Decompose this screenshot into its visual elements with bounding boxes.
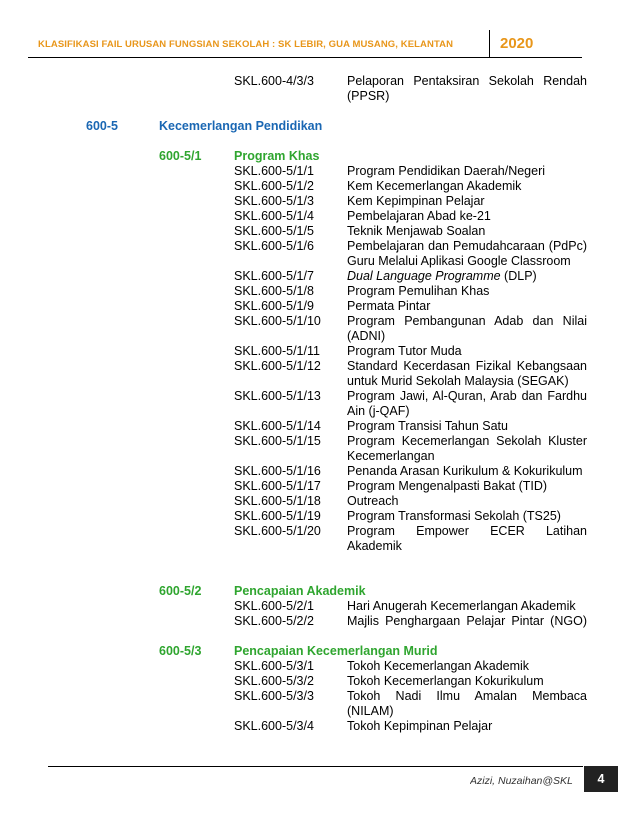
- footer-rule: [48, 766, 583, 767]
- section-heading: [0, 119, 638, 134]
- list-item: [0, 359, 638, 389]
- item-desc-rest: (DLP): [500, 269, 537, 283]
- subsection-number: 600-5/1: [159, 149, 202, 163]
- item-code: SKL.600-5/2/2: [234, 614, 314, 628]
- item-desc: Program Pembangunan Adab dan Nilai (ADNI): [347, 314, 587, 343]
- item-desc: Tokoh Kecemerlangan Kokurikulum: [347, 674, 544, 688]
- list-item: [0, 524, 638, 554]
- item-code: SKL.600-5/1/11: [234, 344, 320, 358]
- section-title: Kecemerlangan Pendidikan: [159, 119, 323, 133]
- item-code: SKL.600-5/1/10: [234, 314, 321, 328]
- item-desc: Teknik Menjawab Soalan: [347, 224, 486, 238]
- item-code: SKL.600-5/1/18: [234, 494, 321, 508]
- item-code: SKL.600-4/3/3: [234, 74, 314, 88]
- item-desc: Program Tutor Muda: [347, 344, 462, 358]
- list-item: [0, 194, 638, 209]
- item-desc: Hari Anugerah Kecemerlangan Akademik: [347, 599, 576, 613]
- item-desc-italic: Dual Language Programme: [347, 269, 501, 283]
- list-item: [0, 179, 638, 194]
- subsection-number: 600-5/2: [159, 584, 202, 598]
- item-code: SKL.600-5/3/3: [234, 689, 314, 703]
- item-desc: Permata Pintar: [347, 299, 431, 313]
- subsection-title: Pencapaian Kecemerlangan Murid: [234, 644, 438, 658]
- list-item: [0, 689, 638, 719]
- classification-list: [0, 74, 638, 734]
- item-desc: Program Transisi Tahun Satu: [347, 419, 508, 433]
- item-desc: Tokoh Kepimpinan Pelajar: [347, 719, 493, 733]
- item-code: SKL.600-5/1/13: [234, 389, 321, 403]
- item-code: SKL.600-5/1/20: [234, 524, 321, 538]
- item-desc: Program Empower ECER Latihan Akademik: [347, 524, 587, 553]
- list-item: [0, 719, 638, 734]
- item-desc: Pembelajaran dan Pemudahcaraan (PdPc) Guru Melalui Aplikasi Google Classroom: [347, 239, 587, 268]
- item-desc: Program Mengenalpasti Bakat (TID): [347, 479, 548, 493]
- list-item: [0, 74, 638, 104]
- list-item: [0, 344, 638, 359]
- list-item: [0, 494, 638, 509]
- item-code: SKL.600-5/1/5: [234, 224, 314, 238]
- item-desc: Kem Kepimpinan Pelajar: [347, 194, 485, 208]
- subsection-heading: [0, 149, 638, 164]
- item-code: SKL.600-5/1/1: [234, 164, 314, 178]
- header-title: KLASIFIKASI FAIL URUSAN FUNGSIAN SEKOLAH : SK LEBIR, GUA MUSANG, KELANTAN: [38, 39, 454, 50]
- item-code: SKL.600-5/1/3: [234, 194, 314, 208]
- header-divider: [489, 30, 490, 57]
- footer-author: Azizi, Nuzaihan@SKL: [470, 775, 573, 787]
- list-item: [0, 299, 638, 314]
- item-desc: Program Kecemerlangan Sekolah Kluster Kecemerlangan: [347, 434, 587, 463]
- list-item: [0, 509, 638, 524]
- item-code: SKL.600-5/1/15: [234, 434, 321, 448]
- item-desc: Kem Kecemerlangan Akademik: [347, 179, 522, 193]
- item-desc: Pembelajaran Abad ke-21: [347, 209, 491, 223]
- item-code: SKL.600-5/1/8: [234, 284, 314, 298]
- item-code: SKL.600-5/1/4: [234, 209, 314, 223]
- item-code: SKL.600-5/1/16: [234, 464, 321, 478]
- item-code: SKL.600-5/1/14: [234, 419, 321, 433]
- item-code: SKL.600-5/1/17: [234, 479, 321, 493]
- list-item: [0, 599, 638, 614]
- item-desc: Program Pemulihan Khas: [347, 284, 490, 298]
- list-item: [0, 614, 638, 629]
- item-code: SKL.600-5/1/12: [234, 359, 321, 373]
- list-item: [0, 434, 638, 464]
- item-desc: Program Pendidikan Daerah/Negeri: [347, 164, 546, 178]
- item-desc: Tokoh Kecemerlangan Akademik: [347, 659, 530, 673]
- item-desc: Program Transformasi Sekolah (TS25): [347, 509, 561, 523]
- item-desc: Pelaporan Pentaksiran Sekolah Rendah (PPSR): [347, 74, 587, 103]
- list-item: [0, 284, 638, 299]
- item-code: SKL.600-5/1/9: [234, 299, 314, 313]
- item-desc: Standard Kecerdasan Fizikal Kebangsaan untuk Murid Sekolah Malaysia (SEGAK): [347, 359, 587, 388]
- item-code: SKL.600-5/2/1: [234, 599, 314, 613]
- item-desc: Penanda Arasan Kurikulum & Kokurikulum: [347, 464, 583, 478]
- item-desc: Outreach: [347, 494, 399, 508]
- item-code: SKL.600-5/3/4: [234, 719, 314, 733]
- item-code: SKL.600-5/1/19: [234, 509, 321, 523]
- list-item: [0, 209, 638, 224]
- item-desc: Tokoh Nadi Ilmu Amalan Membaca (NILAM): [347, 689, 587, 718]
- item-code: SKL.600-5/1/6: [234, 239, 314, 253]
- list-item: [0, 659, 638, 674]
- item-code: SKL.600-5/1/7: [234, 269, 314, 283]
- list-item: [0, 419, 638, 434]
- item-desc: Program Jawi, Al-Quran, Arab dan Fardhu Ain (j-QAF): [347, 389, 587, 418]
- list-item: [0, 224, 638, 239]
- header-rule: [28, 57, 582, 58]
- item-desc: Majlis Penghargaan Pelajar Pintar (NGO): [347, 614, 587, 628]
- item-code: SKL.600-5/3/2: [234, 674, 314, 688]
- item-desc: [347, 269, 587, 284]
- list-item: [0, 269, 638, 284]
- subsection-title: Program Khas: [234, 149, 320, 163]
- list-item: [0, 314, 638, 344]
- item-code: SKL.600-5/1/2: [234, 179, 314, 193]
- list-item: [0, 464, 638, 479]
- list-item: [0, 674, 638, 689]
- list-item: [0, 239, 638, 269]
- list-item: [0, 479, 638, 494]
- item-code: SKL.600-5/3/1: [234, 659, 314, 673]
- subsection-heading: [0, 584, 638, 599]
- header-year: 2020: [500, 35, 534, 52]
- subsection-title: Pencapaian Akademik: [234, 584, 366, 598]
- section-number: 600-5: [86, 119, 118, 133]
- subsection-number: 600-5/3: [159, 644, 202, 658]
- list-item: [0, 164, 638, 179]
- page-number: 4: [584, 766, 618, 792]
- list-item: [0, 389, 638, 419]
- subsection-heading: [0, 644, 638, 659]
